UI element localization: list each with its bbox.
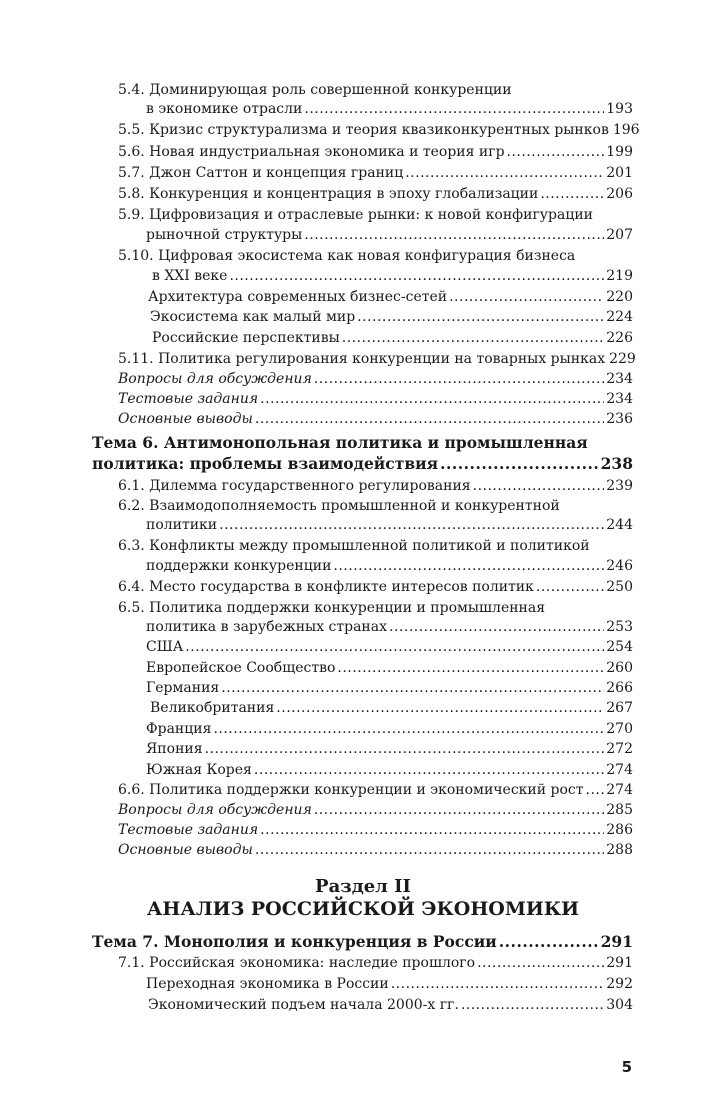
toc-entry-6-4[interactable] [118,577,633,597]
toc-page-number: 285 [606,802,633,818]
toc-entry-conclusions-6[interactable] [118,840,633,860]
toc-entry-text: Экосистема как малый мир [150,309,356,325]
toc-entry-text: Южная Корея [146,762,252,778]
toc-entry-text: Тестовые задания [118,822,259,838]
toc-entry-6-1[interactable] [118,476,633,496]
toc-page-number: 274 [606,782,633,798]
toc-entry-6-3[interactable] [146,556,633,576]
toc-entry-text: поддержки конкуренции [146,558,332,574]
toc-entry-6-3-line1: 6.3. Конфликты между промышленной политикой и политикой [118,538,590,554]
dot-leader [357,307,604,327]
page-number: 5 [621,1058,632,1076]
toc-page-number: 288 [606,842,633,858]
toc-page-number: 274 [606,762,633,778]
dot-leader [333,556,604,576]
dot-leader [314,369,604,389]
toc-page-number: 291 [606,955,633,971]
toc-entry-tests-5[interactable] [118,389,633,409]
toc-page-number: 254 [606,639,633,655]
toc-entry-5-7[interactable] [118,163,633,183]
toc-entry-text: Основные выводы [118,842,253,858]
toc-entry-text: в экономике отрасли [146,101,303,117]
dot-leader [586,780,605,800]
dot-leader [461,995,604,1015]
toc-page-number: 267 [606,700,633,716]
toc-page-number: 234 [606,391,633,407]
dot-leader [221,678,604,698]
dot-leader [342,328,605,348]
toc-entry-text: 6.4. Место государства в конфликте интересов политик [118,579,534,595]
toc-entry-text: 7.1. Российская экономика: наследие прошлого [118,955,476,971]
toc-entry-5-6[interactable] [118,142,633,162]
dot-leader [536,577,604,597]
toc-subentry-france[interactable] [146,719,633,739]
toc-entry-questions-6[interactable] [118,800,633,820]
toc-subentry-germany[interactable] [146,678,633,698]
toc-entry-5-9[interactable] [146,225,633,245]
toc-entry-6-2-line1: 6.2. Взаимодополняемость промышленной и конкурентной [118,498,560,514]
toc-topic-6[interactable] [92,453,633,475]
dot-leader [304,225,604,245]
dot-leader [405,163,604,183]
dot-leader [304,99,604,119]
toc-entry-text: Тема 7. Монополия и конкуренция в России [92,932,497,951]
toc-entry-text: 5.5. Кризис структурализма и теория квазиконкурентных рынков [118,122,609,138]
toc-entry-5-5[interactable] [118,120,640,140]
section-title: АНАЛИЗ РОССИЙСКОЙ ЭКОНОМИКИ [146,898,580,920]
toc-page-number: 266 [606,680,633,696]
toc-page-number: 193 [606,101,633,117]
toc-subentry-european-community[interactable] [146,658,633,678]
toc-entry-text: Экономический подъем начала 2000-х гг. [148,997,459,1013]
dot-leader [473,476,605,496]
toc-entry-text: Япония [146,741,203,757]
toc-subentry-japan[interactable] [146,739,633,759]
toc-topic-7[interactable] [92,931,633,953]
toc-entry-text: Вопросы для обсуждения [118,802,312,818]
toc-page-number: 234 [606,371,633,387]
toc-subentry-ecosystem[interactable] [150,307,633,327]
toc-entry-text: Переходная экономика в России [146,976,389,992]
dot-leader [449,287,604,307]
toc-entry-text: США [146,639,184,655]
toc-entry-text: Великобритания [150,700,275,716]
toc-entry-5-8[interactable] [118,184,633,204]
dot-leader [205,739,605,759]
toc-page-number: 291 [600,932,633,951]
toc-page-number: 224 [606,309,633,325]
toc-topic-6-line1: Тема 6. Антимонопольная политика и промышленная [92,433,588,452]
toc-entry-text: 6.6. Политика поддержки конкуренции и экономический рост [118,782,584,798]
dot-leader [185,637,604,657]
toc-page-number: 220 [606,289,633,305]
toc-page-number: 270 [606,721,633,737]
toc-page-number: 253 [606,619,633,635]
toc-entry-tests-6[interactable] [118,820,633,840]
toc-page-number: 238 [600,454,633,473]
toc-entry-6-5-line1: 6.5. Политика поддержки конкуренции и промышленная [118,600,546,616]
toc-entry-5-4[interactable] [146,99,633,119]
dot-leader [507,142,605,162]
toc-entry-text: политика: проблемы взаимодействия [92,454,439,473]
toc-entry-5-4-line1: 5.4. Доминирующая роль совершенной конкуренции [118,82,512,98]
toc-entry-text: Германия [146,680,220,696]
toc-entry-text: Основные выводы [118,411,253,427]
toc-entry-5-10[interactable] [152,266,633,286]
toc-page-number: 246 [606,558,633,574]
dot-leader [213,719,604,739]
toc-entry-6-2[interactable] [146,515,633,535]
toc-entry-text: политики [146,517,218,533]
toc-page-number: 206 [606,186,633,202]
toc-entry-text: 6.1. Дилемма государственного регулирования [118,478,471,494]
toc-entry-questions-5[interactable] [118,369,633,389]
dot-leader [440,453,599,475]
toc-subentry-transition-economy[interactable] [146,974,633,994]
toc-entry-text: 5.6. Новая индустриальная экономика и теория игр [118,144,505,160]
dot-leader [314,800,604,820]
toc-entry-text: рыночной структуры [146,227,303,243]
toc-page-number: 229 [609,351,636,367]
toc-entry-7-1[interactable] [118,953,633,973]
dot-leader [254,760,604,780]
toc-page-number: 207 [606,227,633,243]
toc-entry-text: 5.8. Конкуренция и концентрация в эпоху глобализации [118,186,539,202]
toc-page-number: 196 [612,122,640,138]
toc-page-number: 260 [606,660,633,676]
toc-page-number: 304 [606,997,633,1013]
toc-entry-text: 5.11. Политика регулирования конкуренции на товарных рынках [118,351,606,367]
dot-leader [260,389,604,409]
dot-leader [389,617,604,637]
toc-entry-text: политика в зарубежных странах [146,619,388,635]
dot-leader [499,931,599,953]
dot-leader [219,515,604,535]
toc-page-number: 226 [606,330,633,346]
dot-leader [229,266,604,286]
section-label: Раздел II [315,876,411,897]
dot-leader [260,820,604,840]
toc-subentry-economic-rise[interactable] [148,995,633,1015]
toc-subentry-great-britain[interactable] [150,698,633,718]
toc-subentry-architecture[interactable] [148,287,633,307]
dot-leader [276,698,604,718]
dot-leader [540,184,604,204]
toc-entry-text: Вопросы для обсуждения [118,371,312,387]
toc-page-number: 292 [606,976,633,992]
dot-leader [477,953,604,973]
toc-page-number: 199 [606,144,633,160]
toc-page-number: 239 [606,478,633,494]
toc-page-number: 236 [606,411,633,427]
toc-entry-text: Тестовые задания [118,391,259,407]
dot-leader [391,974,605,994]
toc-entry-5-10-line1: 5.10. Цифровая экосистема как новая конфигурация бизнеса [118,248,576,264]
toc-entry-text: в XXI веке [152,268,228,284]
toc-entry-6-6[interactable] [118,780,633,800]
dot-leader [337,658,604,678]
toc-page-number: 219 [606,268,633,284]
toc-entry-text: Европейское Сообщество [146,660,336,676]
dot-leader [255,840,604,860]
toc-entry-5-9-line1: 5.9. Цифровизация и отраслевые рынки: к новой конфигурации [118,207,593,223]
toc-subentry-south-korea[interactable] [146,760,633,780]
toc-page-number: 286 [606,822,633,838]
toc-entry-conclusions-5[interactable] [118,409,633,429]
toc-page-number: 272 [606,741,633,757]
toc-entry-6-5[interactable] [146,617,633,637]
toc-page-number: 250 [606,579,633,595]
toc-page-number: 201 [606,165,633,181]
toc-page-number: 244 [606,517,633,533]
toc-entry-text: 5.7. Джон Саттон и концепция границ [118,165,404,181]
toc-entry-text: Архитектура современных бизнес-сетей [148,289,448,305]
toc-entry-5-11[interactable] [118,349,636,369]
toc-entry-text: Франция [146,721,212,737]
toc-entry-text: Российские перспективы [152,330,340,346]
dot-leader [255,409,604,429]
toc-subentry-usa[interactable] [146,637,633,657]
toc-subentry-russian-perspectives[interactable] [152,328,633,348]
